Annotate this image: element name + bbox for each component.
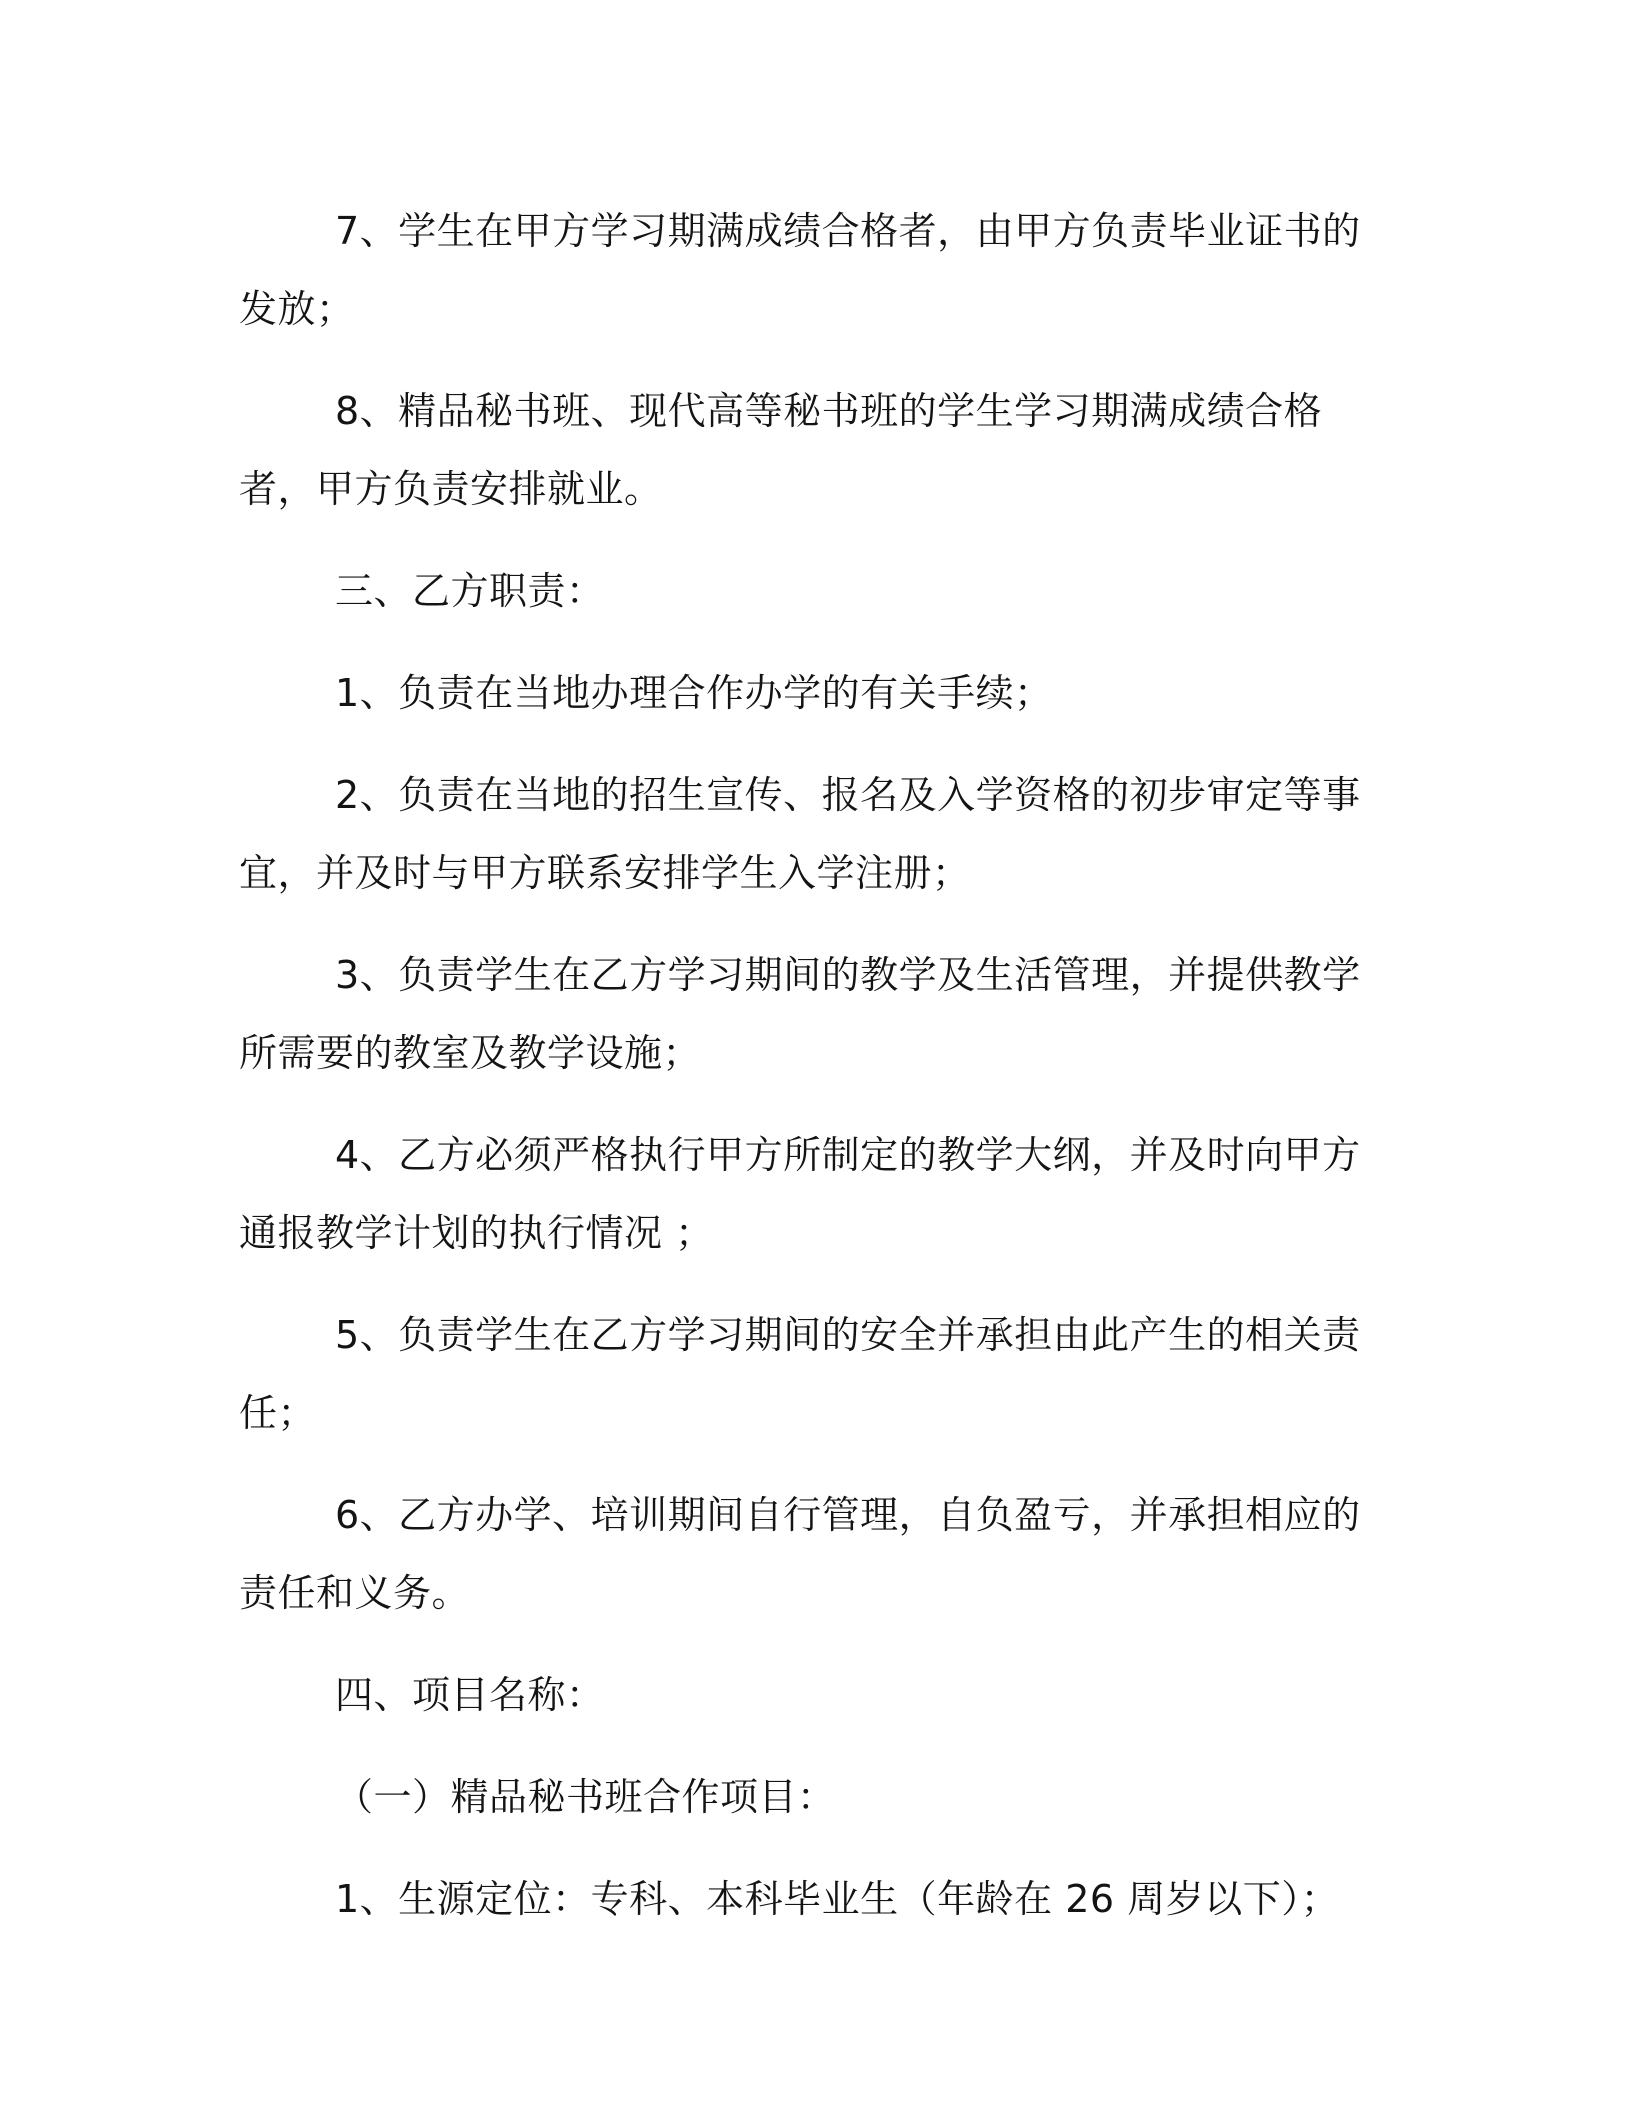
clause-7-diploma: 7、学生在甲方学习期满成绩合格者，由甲方负责毕业证书的发放； bbox=[239, 209, 1361, 331]
section-3-heading: 三、乙方职责： bbox=[335, 569, 605, 613]
party-b-duty-2: 2、负责在当地的招生宣传、报名及入学资格的初步审定等事宜，并及时与甲方联系安排学生入学注册； bbox=[239, 773, 1361, 895]
party-b-duty-4: 4、乙方必须严格执行甲方所制定的教学大纲，并及时向甲方通报教学计划的执行情况 ； bbox=[239, 1133, 1361, 1255]
project-1-heading: （一）精品秘书班合作项目： bbox=[335, 1775, 836, 1819]
party-b-duty-6: 6、乙方办学、培训期间自行管理，自负盈亏，并承担相应的责任和义务。 bbox=[239, 1493, 1361, 1615]
section-4-heading: 四、项目名称： bbox=[335, 1673, 605, 1717]
project-1-item-1: 1、生源定位：专科、本科毕业生（年龄在 26 周岁以下）； bbox=[335, 1877, 1340, 1921]
party-b-duty-5: 5、负责学生在乙方学习期间的安全并承担由此产生的相关责任； bbox=[239, 1313, 1361, 1435]
document-body bbox=[239, 192, 1389, 1962]
clause-8-employment: 8、精品秘书班、现代高等秘书班的学生学习期满成绩合格者，甲方负责安排就业。 bbox=[239, 389, 1323, 511]
party-b-duty-1: 1、负责在当地办理合作办学的有关手续； bbox=[335, 671, 1053, 715]
party-b-duty-3: 3、负责学生在乙方学习期间的教学及生活管理，并提供教学所需要的教室及教学设施； bbox=[239, 953, 1361, 1075]
